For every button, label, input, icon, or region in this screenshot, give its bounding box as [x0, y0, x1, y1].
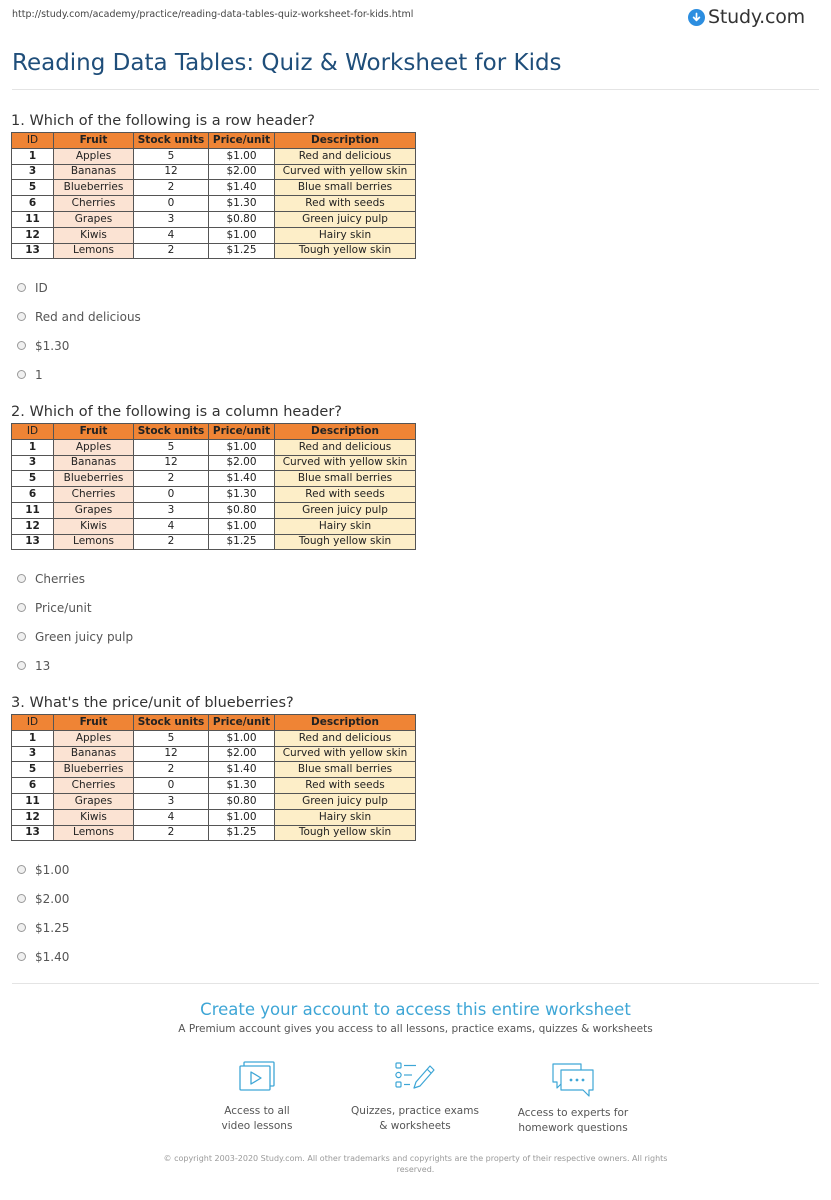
fruit-data-table: [11, 714, 416, 841]
table-cell: Grapes: [54, 502, 134, 518]
column-header: Price/unit: [209, 133, 275, 149]
row-header-cell: 11: [12, 211, 54, 227]
table-cell: Tough yellow skin: [275, 825, 416, 841]
answer-option[interactable]: [11, 273, 431, 302]
table-row: [12, 809, 416, 825]
answer-option-label: $1.25: [35, 920, 70, 935]
row-header-cell: 5: [12, 762, 54, 778]
table-cell: $2.00: [209, 746, 275, 762]
row-header-cell: 5: [12, 180, 54, 196]
table-row: [12, 778, 416, 794]
table-cell: Lemons: [54, 243, 134, 259]
table-cell: 3: [134, 211, 209, 227]
table-row: [12, 746, 416, 762]
table-cell: Hairy skin: [275, 518, 416, 534]
table-cell: Bananas: [54, 746, 134, 762]
table-cell: Blue small berries: [275, 471, 416, 487]
table-cell: Red and delicious: [275, 439, 416, 455]
title-divider: [12, 89, 819, 90]
feature-video-lessons: [177, 1060, 337, 1134]
answer-option[interactable]: [11, 913, 431, 942]
table-cell: 12: [134, 746, 209, 762]
fruit-data-table: [11, 423, 416, 550]
answer-option-label: $1.40: [35, 949, 70, 964]
row-header-cell: 6: [12, 778, 54, 794]
table-cell: $2.00: [209, 164, 275, 180]
table-cell: Red with seeds: [275, 487, 416, 503]
copyright-footer: © copyright 2003-2020 Study.com. All other trademarks and copyrights are the property of their respective owners. All rights reserved.: [163, 1154, 668, 1174]
table-cell: 2: [134, 471, 209, 487]
column-header: Fruit: [54, 424, 134, 440]
table-cell: Bananas: [54, 455, 134, 471]
table-header-row: [12, 715, 416, 731]
table-row: [12, 762, 416, 778]
table-cell: Hairy skin: [275, 809, 416, 825]
table-cell: $1.25: [209, 825, 275, 841]
radio-button[interactable]: [17, 341, 26, 350]
answer-option[interactable]: [11, 651, 431, 680]
page-title: Reading Data Tables: Quiz & Worksheet for Kids: [12, 50, 562, 76]
table-cell: 0: [134, 196, 209, 212]
radio-button[interactable]: [17, 661, 26, 670]
signup-cta: [0, 1000, 831, 1035]
question-title: 2. Which of the following is a column header?: [11, 404, 343, 420]
table-cell: Apples: [54, 730, 134, 746]
radio-button[interactable]: [17, 603, 26, 612]
table-cell: Tough yellow skin: [275, 243, 416, 259]
column-header: Price/unit: [209, 424, 275, 440]
row-header-cell: 3: [12, 164, 54, 180]
table-row: [12, 180, 416, 196]
row-header-cell: 12: [12, 518, 54, 534]
chat-bubble-icon: [549, 1060, 597, 1098]
table-cell: 3: [134, 793, 209, 809]
radio-button[interactable]: [17, 574, 26, 583]
feature-label: Quizzes, practice exams & worksheets: [351, 1105, 479, 1132]
column-header: Description: [275, 715, 416, 731]
table-cell: Curved with yellow skin: [275, 746, 416, 762]
answer-option[interactable]: [11, 302, 431, 331]
table-cell: $1.40: [209, 762, 275, 778]
answer-option-label: $1.30: [35, 338, 70, 353]
table-header-row: [12, 424, 416, 440]
table-cell: Hairy skin: [275, 227, 416, 243]
table-cell: 2: [134, 534, 209, 550]
table-cell: 12: [134, 455, 209, 471]
question-1: [11, 113, 431, 389]
column-header: Price/unit: [209, 715, 275, 731]
page-url: http://study.com/academy/practice/reading-data-tables-quiz-worksheet-for-kids.html: [12, 9, 414, 20]
table-cell: $1.30: [209, 778, 275, 794]
answer-option-label: ID: [35, 280, 48, 295]
section-divider: [12, 983, 819, 984]
quiz-checklist-icon: [394, 1060, 436, 1096]
table-cell: Red with seeds: [275, 196, 416, 212]
table-cell: 2: [134, 762, 209, 778]
table-cell: 4: [134, 518, 209, 534]
table-cell: $0.80: [209, 793, 275, 809]
table-cell: $1.00: [209, 227, 275, 243]
table-cell: 5: [134, 730, 209, 746]
radio-button[interactable]: [17, 923, 26, 932]
table-cell: Kiwis: [54, 809, 134, 825]
table-row: [12, 534, 416, 550]
table-header-row: [12, 133, 416, 149]
answer-option-label: $1.00: [35, 862, 70, 877]
feature-quizzes: [335, 1060, 495, 1134]
radio-button[interactable]: [17, 894, 26, 903]
row-header-cell: 1: [12, 148, 54, 164]
question-title: 1. Which of the following is a row header?: [11, 113, 316, 129]
table-cell: Apples: [54, 148, 134, 164]
table-row: [12, 148, 416, 164]
answer-option-label: Red and delicious: [35, 309, 141, 324]
answer-option-label: Price/unit: [35, 600, 92, 615]
table-row: [12, 439, 416, 455]
row-header-cell: 13: [12, 243, 54, 259]
column-header: Stock units: [134, 715, 209, 731]
table-cell: Blueberries: [54, 762, 134, 778]
table-cell: Cherries: [54, 778, 134, 794]
table-cell: Cherries: [54, 487, 134, 503]
table-cell: $1.30: [209, 196, 275, 212]
table-row: [12, 211, 416, 227]
feature-experts: [493, 1060, 653, 1136]
table-cell: Bananas: [54, 164, 134, 180]
row-header-cell: 6: [12, 196, 54, 212]
radio-button[interactable]: [17, 370, 26, 379]
table-cell: $1.40: [209, 471, 275, 487]
question-title: 3. What's the price/unit of blueberries?: [11, 695, 294, 711]
table-cell: 3: [134, 502, 209, 518]
row-header-cell: 3: [12, 746, 54, 762]
cta-title[interactable]: Create your account to access this entire worksheet: [200, 1000, 631, 1019]
row-header-cell: 1: [12, 439, 54, 455]
answer-option-label: Cherries: [35, 571, 85, 586]
row-header-cell: 5: [12, 471, 54, 487]
table-cell: Red with seeds: [275, 778, 416, 794]
table-cell: Cherries: [54, 196, 134, 212]
table-row: [12, 196, 416, 212]
column-header: Stock units: [134, 424, 209, 440]
column-header: Description: [275, 424, 416, 440]
table-cell: $0.80: [209, 211, 275, 227]
row-header-cell: 13: [12, 825, 54, 841]
row-header-cell: 11: [12, 502, 54, 518]
logo-text: Study.com: [708, 6, 805, 28]
radio-button[interactable]: [17, 632, 26, 641]
table-row: [12, 455, 416, 471]
study-logo[interactable]: [688, 6, 805, 28]
table-cell: 4: [134, 227, 209, 243]
radio-button[interactable]: [17, 865, 26, 874]
table-cell: $1.00: [209, 148, 275, 164]
table-row: [12, 825, 416, 841]
answer-option[interactable]: [11, 622, 431, 651]
table-cell: Grapes: [54, 211, 134, 227]
row-header-cell: 12: [12, 227, 54, 243]
table-cell: $1.00: [209, 518, 275, 534]
row-header-cell: 6: [12, 487, 54, 503]
column-header: Description: [275, 133, 416, 149]
table-cell: Apples: [54, 439, 134, 455]
answer-option-label: 13: [35, 658, 51, 673]
table-row: [12, 487, 416, 503]
answer-option-label: $2.00: [35, 891, 70, 906]
column-header: ID: [12, 424, 54, 440]
answer-option[interactable]: [11, 855, 431, 884]
video-icon: [237, 1060, 277, 1096]
column-header: Stock units: [134, 133, 209, 149]
logo-mark-icon: [688, 9, 705, 26]
table-cell: Kiwis: [54, 518, 134, 534]
table-cell: $1.00: [209, 439, 275, 455]
answer-option[interactable]: [11, 360, 431, 389]
table-cell: $0.80: [209, 502, 275, 518]
answer-options: [11, 564, 431, 680]
column-header: Fruit: [54, 133, 134, 149]
table-cell: 2: [134, 180, 209, 196]
column-header: Fruit: [54, 715, 134, 731]
feature-label: Access to experts for homework questions: [517, 1107, 629, 1134]
row-header-cell: 3: [12, 455, 54, 471]
feature-label: Access to all video lessons: [221, 1105, 293, 1132]
table-cell: $1.30: [209, 487, 275, 503]
radio-button[interactable]: [17, 283, 26, 292]
table-cell: 12: [134, 164, 209, 180]
fruit-data-table: [11, 132, 416, 259]
table-cell: $1.25: [209, 243, 275, 259]
table-cell: 4: [134, 809, 209, 825]
table-cell: Curved with yellow skin: [275, 164, 416, 180]
answer-option[interactable]: [11, 331, 431, 360]
table-cell: Tough yellow skin: [275, 534, 416, 550]
column-header: ID: [12, 133, 54, 149]
answer-option[interactable]: [11, 593, 431, 622]
question-2: [11, 404, 431, 680]
table-cell: Lemons: [54, 825, 134, 841]
table-cell: $1.00: [209, 809, 275, 825]
answer-option-label: Green juicy pulp: [35, 629, 134, 644]
table-cell: Red and delicious: [275, 148, 416, 164]
table-row: [12, 164, 416, 180]
row-header-cell: 12: [12, 809, 54, 825]
radio-button[interactable]: [17, 312, 26, 321]
table-cell: Grapes: [54, 793, 134, 809]
table-row: [12, 243, 416, 259]
table-cell: Blue small berries: [275, 762, 416, 778]
answer-options: [11, 855, 431, 971]
column-header: ID: [12, 715, 54, 731]
table-cell: 5: [134, 148, 209, 164]
table-cell: Kiwis: [54, 227, 134, 243]
table-cell: Blue small berries: [275, 180, 416, 196]
table-cell: $1.00: [209, 730, 275, 746]
answer-options: [11, 273, 431, 389]
table-cell: 5: [134, 439, 209, 455]
table-row: [12, 793, 416, 809]
question-3: [11, 695, 431, 971]
answer-option[interactable]: [11, 884, 431, 913]
table-row: [12, 471, 416, 487]
table-cell: 2: [134, 243, 209, 259]
row-header-cell: 13: [12, 534, 54, 550]
cta-subtitle: A Premium account gives you access to all lessons, practice exams, quizzes & worksheets: [178, 1023, 653, 1035]
row-header-cell: 1: [12, 730, 54, 746]
answer-option[interactable]: [11, 942, 431, 971]
table-row: [12, 227, 416, 243]
table-row: [12, 518, 416, 534]
table-cell: 0: [134, 487, 209, 503]
radio-button[interactable]: [17, 952, 26, 961]
table-cell: Blueberries: [54, 180, 134, 196]
table-cell: Green juicy pulp: [275, 211, 416, 227]
table-cell: Lemons: [54, 534, 134, 550]
table-cell: $1.25: [209, 534, 275, 550]
table-cell: $2.00: [209, 455, 275, 471]
table-cell: 2: [134, 825, 209, 841]
table-row: [12, 502, 416, 518]
table-cell: Red and delicious: [275, 730, 416, 746]
table-cell: Blueberries: [54, 471, 134, 487]
table-cell: Green juicy pulp: [275, 793, 416, 809]
table-row: [12, 730, 416, 746]
answer-option[interactable]: [11, 564, 431, 593]
table-cell: 0: [134, 778, 209, 794]
table-cell: $1.40: [209, 180, 275, 196]
table-cell: Green juicy pulp: [275, 502, 416, 518]
row-header-cell: 11: [12, 793, 54, 809]
table-cell: Curved with yellow skin: [275, 455, 416, 471]
answer-option-label: 1: [35, 367, 43, 382]
